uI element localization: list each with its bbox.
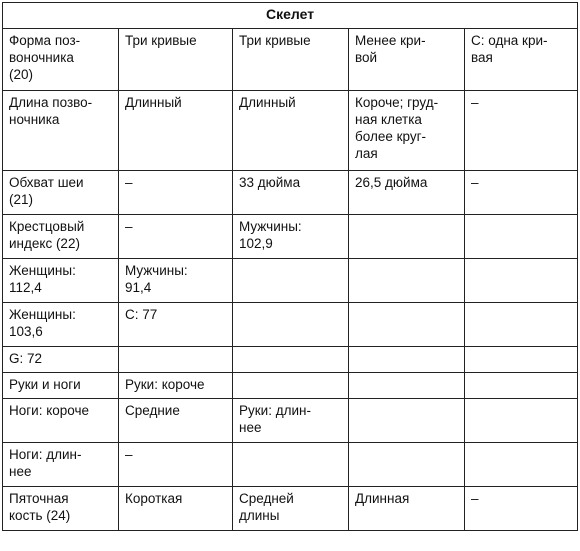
table-cell: Пяточная кость (24) xyxy=(3,487,119,531)
table-cell: Длинный xyxy=(233,91,349,171)
table-cell xyxy=(465,347,578,373)
table-row xyxy=(3,215,578,259)
table-cell: Длинная xyxy=(349,487,465,531)
table-cell: Мужчины: 91,4 xyxy=(119,259,233,303)
table-cell: Три кривые xyxy=(233,29,349,91)
table-cell: Три кривые xyxy=(119,29,233,91)
table-cell xyxy=(349,303,465,347)
table-cell xyxy=(465,373,578,399)
table-cell: 26,5 дюйма xyxy=(349,171,465,215)
table-cell xyxy=(465,259,578,303)
table-cell xyxy=(349,373,465,399)
table-cell: Крестцовый индекс (22) xyxy=(3,215,119,259)
table-cell: – xyxy=(119,171,233,215)
table-cell: Руки: короче xyxy=(119,373,233,399)
table-row xyxy=(3,259,578,303)
table-cell xyxy=(349,399,465,443)
table-cell xyxy=(119,347,233,373)
table-cell: Руки и ноги xyxy=(3,373,119,399)
table-cell: С: одна кри- вая xyxy=(465,29,578,91)
table-row xyxy=(3,29,578,91)
table-row xyxy=(3,487,578,531)
table-row xyxy=(3,373,578,399)
table-cell: С: 77 xyxy=(119,303,233,347)
table-cell xyxy=(465,443,578,487)
table-cell: Руки: длин- нее xyxy=(233,399,349,443)
table-cell: 33 дюйма xyxy=(233,171,349,215)
table-cell xyxy=(465,399,578,443)
table-cell xyxy=(233,347,349,373)
table-cell: Женщины: 103,6 xyxy=(3,303,119,347)
table-row xyxy=(3,347,578,373)
table-cell: Менее кри- вой xyxy=(349,29,465,91)
table-cell: Короткая xyxy=(119,487,233,531)
table-title-row xyxy=(3,3,578,29)
table-cell xyxy=(349,259,465,303)
table-row xyxy=(3,443,578,487)
table-cell: Длинный xyxy=(119,91,233,171)
table-cell xyxy=(465,303,578,347)
table-cell: – xyxy=(119,443,233,487)
table-cell: Средние xyxy=(119,399,233,443)
table-row xyxy=(3,399,578,443)
table-cell xyxy=(465,215,578,259)
table-cell xyxy=(349,347,465,373)
table-cell: – xyxy=(465,487,578,531)
table-cell xyxy=(233,443,349,487)
table-cell xyxy=(233,303,349,347)
table-row xyxy=(3,91,578,171)
table-cell xyxy=(233,373,349,399)
skeleton-table-container xyxy=(2,2,577,531)
table-cell: Обхват шеи (21) xyxy=(3,171,119,215)
table-row xyxy=(3,171,578,215)
table-cell: Форма поз- воночника (20) xyxy=(3,29,119,91)
table-cell xyxy=(349,443,465,487)
table-title: Скелет xyxy=(3,3,578,29)
table-cell: Мужчины: 102,9 xyxy=(233,215,349,259)
table-cell: Женщины: 112,4 xyxy=(3,259,119,303)
table-cell: Короче; груд- ная клетка более круг- лая xyxy=(349,91,465,171)
table-cell: G: 72 xyxy=(3,347,119,373)
table-cell xyxy=(349,215,465,259)
table-cell: – xyxy=(119,215,233,259)
table-cell: Средней длины xyxy=(233,487,349,531)
table-cell: Длина позво- ночника xyxy=(3,91,119,171)
skeleton-comparison-table xyxy=(2,2,578,531)
table-row xyxy=(3,303,578,347)
table-cell: – xyxy=(465,91,578,171)
table-cell xyxy=(233,259,349,303)
table-cell: – xyxy=(465,171,578,215)
table-cell: Ноги: короче xyxy=(3,399,119,443)
table-cell: Ноги: длин- нее xyxy=(3,443,119,487)
